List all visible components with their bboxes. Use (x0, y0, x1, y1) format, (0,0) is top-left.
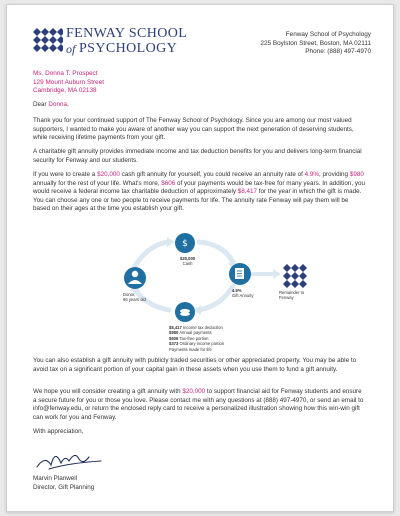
p3-text: of your payments would be tax-free for many years. In addition, you would receive a federal income tax charitable deduction of approximately (33, 179, 365, 195)
arrow-donor-to-cash (135, 242, 169, 266)
letter-page (6, 4, 394, 512)
ordinary-text: Ordinary income portion (178, 341, 225, 347)
paragraph-2: A charitable gift annuity provides immediate income and tax deduction benefits for you and delivers long-term financial security for Fenway and our students. (33, 148, 362, 164)
donor-person-icon (124, 267, 146, 289)
arrow-annuity-to-payments (199, 286, 233, 310)
annuity-rate: 4.9% (304, 171, 319, 178)
payments-breakdown (169, 325, 224, 352)
closing-salutation: With appreciation, (33, 428, 84, 435)
p3-text: , providing (319, 171, 350, 178)
greeting-name: Donna (48, 101, 67, 108)
remainder-recipient: Fenway (279, 295, 294, 301)
deduction-text: Income tax deduction (181, 325, 223, 330)
gift-amount-repeat: $20,000 (182, 388, 206, 395)
sender-phone: Phone: (888) 497-4970 (305, 48, 371, 56)
greeting (33, 101, 365, 110)
cash-text: Cash (182, 261, 193, 267)
p3-text: If you were to create a (33, 171, 98, 178)
sender-address: 225 Boylston Street, Boston, MA 02111 (260, 39, 371, 47)
p3-text: annually for the rest of your life. What's more, (33, 179, 162, 187)
p3-text: cash gift annuity for yourself, you could receive an annuity rate of (119, 171, 305, 178)
sender-name: Fenway School of Psychology (285, 31, 371, 38)
gift-amount: $20,000 (97, 171, 120, 178)
annual-text: Annual payments (178, 330, 212, 336)
annual-payment: $980 (349, 171, 364, 178)
remainder-label (279, 290, 304, 301)
deduction-amount: $8,417 (237, 188, 258, 195)
paragraph-4: You can also establish a gift annuity with publicly traded securities or other appreciated property. You may be able to avoid tax on a significant portion of your capital gain in these assets when you use them to fund a gift annuity. (33, 357, 357, 373)
taxfree-text: Tax-free portion (178, 335, 209, 341)
cash-amount: $20,000 (180, 256, 196, 261)
taxfree-value: $606 (169, 335, 179, 341)
logo-name-line2: PSYCHOLOGY (79, 41, 178, 56)
paragraph-3 (33, 171, 365, 214)
remainder-text: Remainder to (279, 290, 305, 295)
recipient-address-block (33, 70, 104, 96)
signer-name: Marvin Planwell (33, 475, 78, 482)
greeting-prefix: Dear (33, 101, 49, 108)
recipient-name: Ms. Donna T. Prospect (33, 70, 98, 77)
annuity-text: Gift Annuity (232, 293, 254, 299)
p3-text: for the year in which the gift is made. You can choose any one or two people to receive payments for life. The annuity rate Fenway will pay them will be based on their ages at the time you establish your gift. (33, 188, 362, 212)
recipient-city: Cambridge, MA 02138 (33, 87, 97, 95)
recipient-street: 129 Mount Auburn Street (33, 78, 105, 86)
diamond-grid-logo-icon (33, 28, 63, 52)
signer-title: Director, Gift Planning (33, 483, 95, 491)
annuity-label (232, 288, 253, 299)
dollar-sign-glyph: $ (182, 239, 188, 249)
handwritten-signature-icon (35, 445, 107, 475)
fenway-remainder-icon (283, 264, 307, 288)
donor-age: 66 years old (123, 297, 146, 303)
paragraph-5 (33, 388, 365, 422)
annual-value: $980 (169, 330, 179, 336)
donor-label (123, 292, 146, 303)
arrowhead-remainder (273, 269, 281, 279)
annuity-rate-label: 4.9% (232, 288, 242, 293)
signer-block (33, 475, 94, 492)
tax-free-amount: $606 (161, 179, 176, 187)
deduction-value: $8,417 (169, 325, 182, 330)
greeting-suffix: , (66, 101, 69, 108)
logo-of: of (66, 42, 76, 56)
gift-annuity-diagram (87, 230, 327, 350)
ordinary-value: $373 (169, 341, 179, 347)
ordinary-line (169, 341, 224, 346)
sender-address-block (260, 31, 371, 57)
life-line: Payments made for life (169, 346, 212, 352)
arrow-cash-to-annuity (199, 242, 233, 262)
donor-text: Donor, (123, 292, 136, 297)
logo-name-line1: FENWAY SCHOOL (66, 26, 188, 41)
paragraph-1: Thank you for your continued support of The Fenway School of Psychology. Since you are among our most valued supporters, I wanted to make you aware of another way you can support the next generation of deserving students, while receiving lifetime payments from your gift. (33, 117, 354, 141)
p5-text: to support financial aid for Fenway students and ensure a secure future for you or those you love. Please contact me with any questions at (888) 497-4970, or send an email to info@fenway.edu, or return the enclosed reply card to receive a personalized illustration showing how this win-win gift can work for you and Fenway. (33, 388, 364, 421)
cash-label (180, 256, 195, 267)
p5-text: We hope you will consider creating a gift annuity with (33, 388, 183, 395)
